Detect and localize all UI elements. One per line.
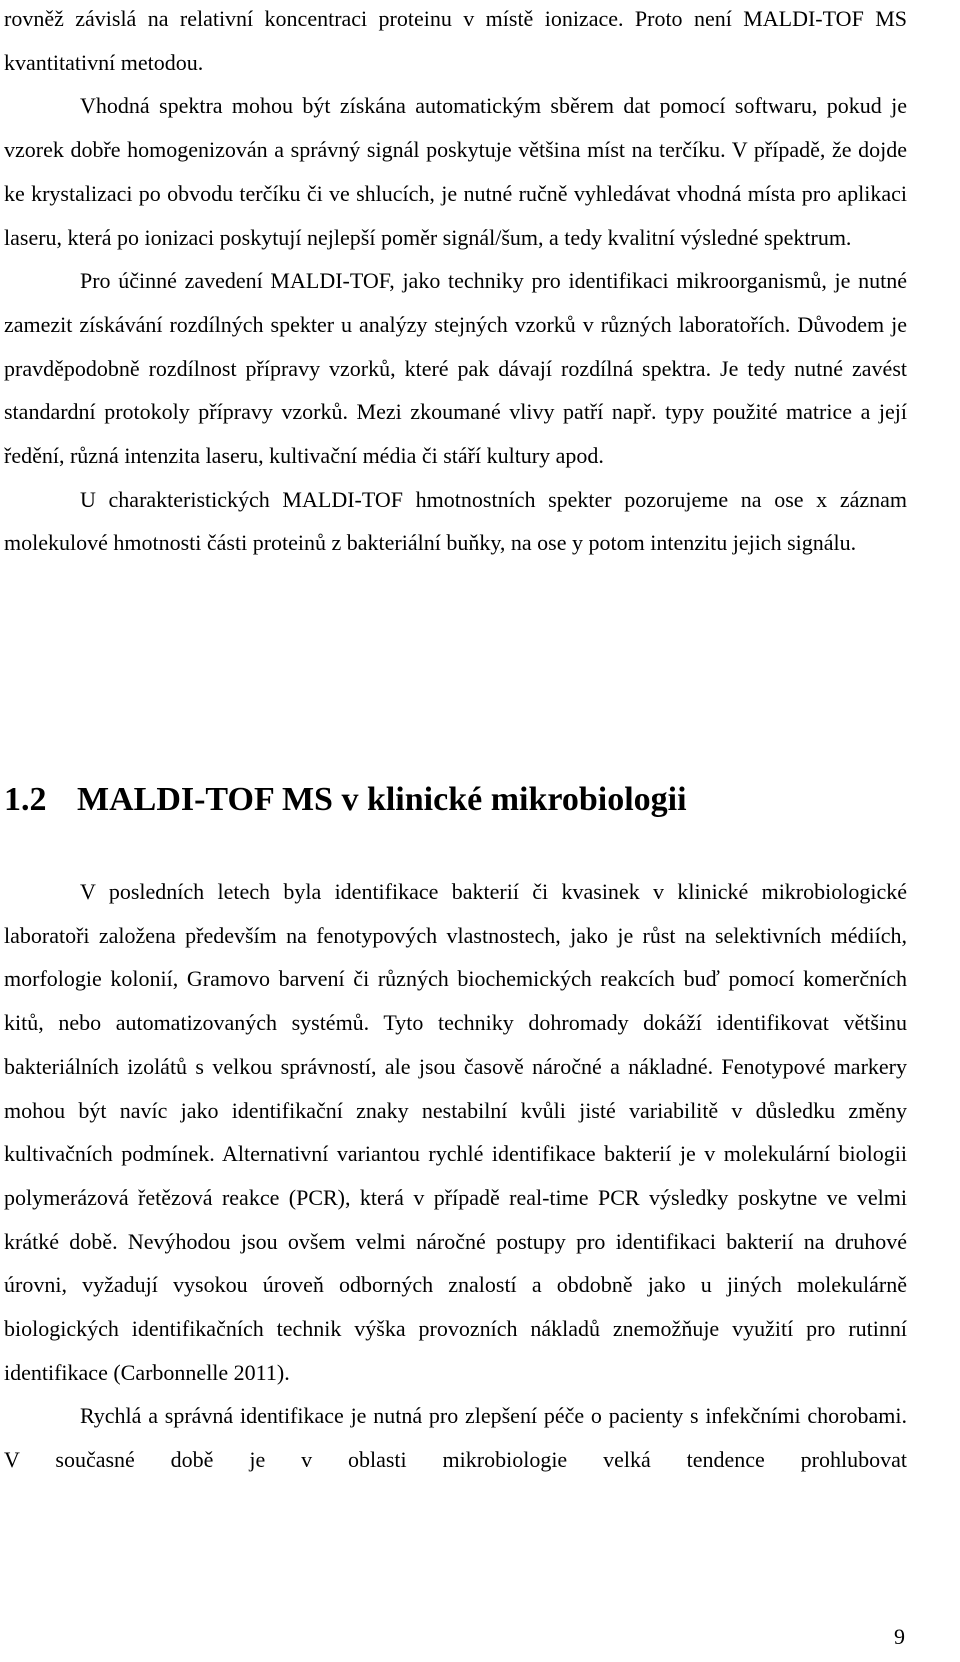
paragraph-phenotypic-identification: V posledních letech byla identifikace bakterií či kvasinek v klinické mikrobiologické laboratoři založena především na fenotypových vlastnostech, jako je růst na selektivních médiích, morfologie kolonií, Gramovo barvení či různých biochemických reakcích buď pomocí komerčních kitů, nebo automatizovaných systémů. Tyto techniky dohromady dokáží identifikovat většinu bakteriálních izolátů s velkou správností, ale jsou časově náročné a nákladné. Fenotypové markery mohou být navíc jako identifikační znaky nestabilní kvůli jisté variabilitě v důsledku změny kultivačních podmínek. Alternativní variantou rychlé identifikace bakterií je v molekulární biologii polymerázová řetězová reakce (PCR), která v případě real-time PCR výsledky poskytne ve velmi krátké době. Nevýhodou jsou ovšem velmi náročné postupy pro identifikaci bakterií na druhové úrovni, vyžadují vysokou úroveň odborných znalostí a obdobně jako u jiných molekulárně biologických identifikačních technik výška provozních nákladů znemožňuje využití pro rutinní identifikace (Carbonnelle 2011). [4,879,907,1385]
section-heading [4,778,907,822]
section-number: 1.2 [4,781,47,818]
paragraph-standardization: Pro účinné zavedení MALDI-TOF, jako techniky pro identifikaci mikroorganismů, je nutné zamezit získávání rozdílných spekter u analýzy stejných vzorků v různých laboratořích. Důvodem je pravděpodobně rozdílnost přípravy vzorků, které pak dávají rozdílná spektra. Je tedy nutné zavést standardní protokoly přípravy vzorků. Mezi zkoumané vlivy patří např. typy použité matrice a její ředění, různá intenzita laseru, kultivační média či stáří kultury apod. [4,268,907,469]
paragraph-spectra-axes: U charakteristických MALDI-TOF hmotnostních spekter pozorujeme na ose x záznam molekulové hmotnosti části proteinů z bakteriální buňky, na ose y potom intenzitu jejich signálu. [4,486,907,556]
paragraph-continuation: rovněž závislá na relativní koncentraci proteinu v místě ionizace. Proto není MALDI-TOF MS kvantitativní metodou. [4,6,907,75]
body-text-section [4,870,907,1482]
paragraph-rapid-identification: Rychlá a správná identifikace je nutná pro zlepšení péče o pacienty s infekčními chorobami. V současné době je v oblasti mikrobiologie velká tendence prohlubovat [4,1403,907,1473]
page-number: 9 [894,1624,905,1649]
paragraph-spectra-acquisition: Vhodná spektra mohou být získána automatickým sběrem dat pomocí softwaru, pokud je vzorek dobře homogenizován a správný signál poskytuje většina míst na terčíku. V případě, že dojde ke krystalizaci po obvodu terčíku či ve shlucích, je nutné ručně vyhledávat vhodná místa pro aplikaci laseru, která po ionizaci poskytují nejlepší poměr signál/šum, a tedy kvalitní výsledné spektrum. [4,93,907,250]
section-title: MALDI-TOF MS v klinické mikrobiologii [77,781,687,818]
body-text-top [4,0,907,565]
